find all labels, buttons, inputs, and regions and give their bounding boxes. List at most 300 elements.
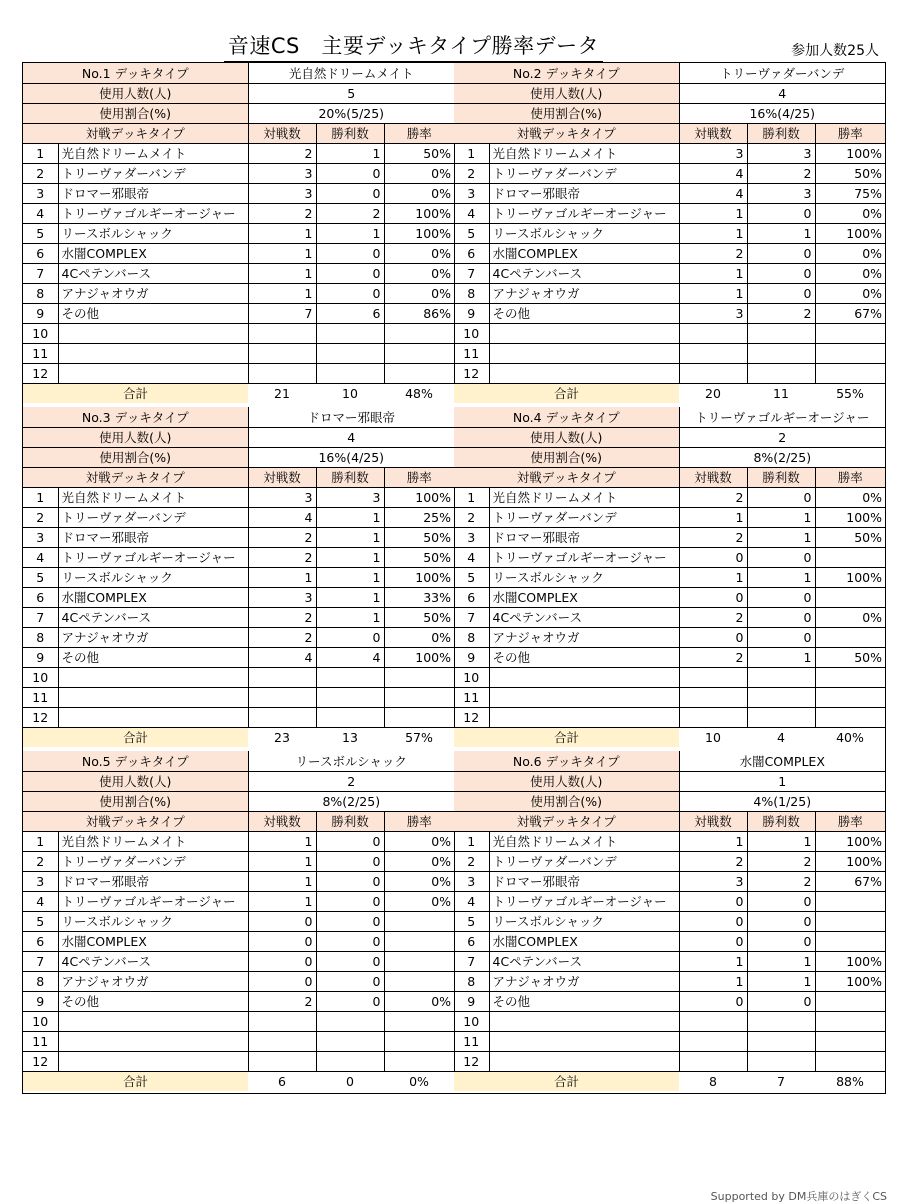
match-count xyxy=(248,323,316,343)
win-rate: 100% xyxy=(384,647,454,667)
win-rate: 0% xyxy=(815,263,885,283)
row-number: 10 xyxy=(454,667,489,687)
total-wins: 0 xyxy=(316,1071,384,1091)
match-count: 0 xyxy=(248,931,316,951)
win-count: 0 xyxy=(316,871,384,891)
match-count: 0 xyxy=(679,931,747,951)
deck-table xyxy=(454,63,885,403)
table-row xyxy=(454,363,885,383)
table-row xyxy=(454,831,885,851)
win-rate xyxy=(815,363,885,383)
total-matches: 8 xyxy=(679,1071,747,1091)
win-rate: 50% xyxy=(815,647,885,667)
table-row xyxy=(23,687,454,707)
match-count xyxy=(679,707,747,727)
match-count: 2 xyxy=(248,607,316,627)
opponent-deck xyxy=(489,1011,679,1031)
row-number: 4 xyxy=(454,891,489,911)
table-row xyxy=(454,587,885,607)
win-rate xyxy=(815,891,885,911)
deck-block xyxy=(454,407,885,747)
match-count xyxy=(248,1031,316,1051)
column-header-winrate: 勝率 xyxy=(384,123,454,143)
win-count: 0 xyxy=(316,951,384,971)
table-row xyxy=(23,607,454,627)
row-number: 12 xyxy=(454,1051,489,1071)
win-rate: 50% xyxy=(384,143,454,163)
win-count xyxy=(747,687,815,707)
opponent-deck: 4Cペテンバース xyxy=(489,951,679,971)
row-number: 11 xyxy=(454,687,489,707)
win-count: 1 xyxy=(747,527,815,547)
match-count: 1 xyxy=(248,283,316,303)
opponent-deck xyxy=(489,1031,679,1051)
win-count: 0 xyxy=(316,163,384,183)
win-rate xyxy=(384,1031,454,1051)
win-rate xyxy=(384,707,454,727)
opponent-deck xyxy=(489,323,679,343)
match-count: 0 xyxy=(679,911,747,931)
row-number: 6 xyxy=(454,243,489,263)
win-rate: 100% xyxy=(815,851,885,871)
match-count: 1 xyxy=(248,243,316,263)
usage-count-label: 使用人数(人) xyxy=(454,83,679,103)
opponent-deck: トリーヴァダーバンデ xyxy=(58,507,248,527)
row-number: 3 xyxy=(454,183,489,203)
column-header-matches: 対戦数 xyxy=(248,123,316,143)
opponent-deck: トリーヴァダーバンデ xyxy=(58,851,248,871)
participant-count: 参加人数25人 xyxy=(791,43,879,59)
total-row xyxy=(454,1071,885,1091)
match-count: 2 xyxy=(248,627,316,647)
opponent-deck: ドロマー邪眼帝 xyxy=(489,183,679,203)
win-count xyxy=(747,1011,815,1031)
win-count xyxy=(316,343,384,363)
table-row xyxy=(454,647,885,667)
table-row xyxy=(23,1011,454,1031)
row-number: 5 xyxy=(23,567,58,587)
table-row xyxy=(23,891,454,911)
win-rate: 100% xyxy=(815,507,885,527)
total-label: 合計 xyxy=(454,727,679,747)
row-number: 8 xyxy=(23,627,58,647)
win-count: 1 xyxy=(747,567,815,587)
table-row xyxy=(23,323,454,343)
table-row xyxy=(23,931,454,951)
win-rate xyxy=(384,363,454,383)
win-rate: 50% xyxy=(815,527,885,547)
row-number: 1 xyxy=(454,831,489,851)
row-number: 3 xyxy=(23,183,58,203)
table-row xyxy=(23,163,454,183)
row-number: 1 xyxy=(23,831,58,851)
table-row xyxy=(454,971,885,991)
win-rate xyxy=(815,1031,885,1051)
win-count: 1 xyxy=(747,223,815,243)
row-number: 7 xyxy=(454,263,489,283)
row-number: 12 xyxy=(23,1051,58,1071)
table-row xyxy=(454,203,885,223)
win-count: 0 xyxy=(747,627,815,647)
opponent-deck xyxy=(489,687,679,707)
usage-ratio-value: 8%(2/25) xyxy=(679,447,885,467)
total-row xyxy=(23,727,454,747)
total-label: 合計 xyxy=(454,1071,679,1091)
win-count: 0 xyxy=(747,203,815,223)
table-row xyxy=(23,547,454,567)
win-count: 0 xyxy=(747,587,815,607)
win-rate xyxy=(815,587,885,607)
match-count: 1 xyxy=(248,567,316,587)
row-number: 9 xyxy=(454,303,489,323)
match-count: 3 xyxy=(679,143,747,163)
column-header-opponent: 対戦デッキタイプ xyxy=(454,811,679,831)
opponent-deck: リースボルシャック xyxy=(58,567,248,587)
win-count xyxy=(316,707,384,727)
column-header-matches: 対戦数 xyxy=(248,811,316,831)
table-row xyxy=(23,343,454,363)
table-row xyxy=(23,991,454,1011)
match-count xyxy=(679,1031,747,1051)
deck-number-label: No.3 デッキタイプ xyxy=(23,407,248,427)
opponent-deck xyxy=(489,343,679,363)
match-count: 3 xyxy=(679,303,747,323)
table-row xyxy=(454,931,885,951)
win-rate: 0% xyxy=(384,627,454,647)
opponent-deck: 水闇COMPLEX xyxy=(489,243,679,263)
column-header-winrate: 勝率 xyxy=(815,123,885,143)
deck-table xyxy=(454,407,885,747)
win-rate: 100% xyxy=(384,567,454,587)
win-rate xyxy=(384,1051,454,1071)
total-label: 合計 xyxy=(23,383,248,403)
row-number: 11 xyxy=(454,343,489,363)
table-row xyxy=(454,243,885,263)
win-count xyxy=(316,1011,384,1031)
win-count: 1 xyxy=(747,971,815,991)
deck-name: リースボルシャック xyxy=(248,751,454,771)
opponent-deck: ドロマー邪眼帝 xyxy=(489,527,679,547)
match-count xyxy=(248,707,316,727)
match-count xyxy=(679,1011,747,1031)
opponent-deck: アナジャオウガ xyxy=(489,627,679,647)
usage-count-value: 2 xyxy=(248,771,454,791)
row-number: 8 xyxy=(23,971,58,991)
win-count: 2 xyxy=(316,203,384,223)
usage-count-value: 1 xyxy=(679,771,885,791)
row-number: 9 xyxy=(23,647,58,667)
row-number: 7 xyxy=(454,951,489,971)
match-count: 4 xyxy=(679,163,747,183)
win-count: 0 xyxy=(316,891,384,911)
match-count: 0 xyxy=(679,547,747,567)
opponent-deck: その他 xyxy=(58,991,248,1011)
table-row xyxy=(23,1031,454,1051)
row-number: 2 xyxy=(454,851,489,871)
win-count: 0 xyxy=(747,891,815,911)
row-number: 11 xyxy=(23,687,58,707)
win-rate xyxy=(384,667,454,687)
column-header-winrate: 勝率 xyxy=(384,811,454,831)
win-count: 3 xyxy=(747,143,815,163)
deck-block xyxy=(454,751,885,1091)
opponent-deck xyxy=(58,323,248,343)
match-count xyxy=(679,687,747,707)
table-row xyxy=(454,607,885,627)
win-rate: 0% xyxy=(384,243,454,263)
opponent-deck: ドロマー邪眼帝 xyxy=(489,871,679,891)
row-number: 6 xyxy=(454,931,489,951)
opponent-deck: 4Cペテンバース xyxy=(489,263,679,283)
opponent-deck xyxy=(58,363,248,383)
opponent-deck: ドロマー邪眼帝 xyxy=(58,871,248,891)
row-number: 4 xyxy=(454,203,489,223)
total-label: 合計 xyxy=(23,727,248,747)
deck-name: 光自然ドリームメイト xyxy=(248,63,454,83)
table-row xyxy=(23,527,454,547)
win-rate xyxy=(384,687,454,707)
deck-name: 水闇COMPLEX xyxy=(679,751,885,771)
win-rate xyxy=(815,707,885,727)
opponent-deck: その他 xyxy=(58,647,248,667)
match-count: 2 xyxy=(679,243,747,263)
win-count: 2 xyxy=(747,851,815,871)
match-count: 0 xyxy=(679,627,747,647)
row-number: 1 xyxy=(23,487,58,507)
win-rate: 0% xyxy=(384,283,454,303)
table-row xyxy=(454,991,885,1011)
win-rate: 0% xyxy=(384,163,454,183)
opponent-deck: リースボルシャック xyxy=(58,223,248,243)
row-number: 8 xyxy=(454,627,489,647)
footer-credit: Supported by DM兵庫のはぎくCS xyxy=(710,1190,887,1203)
opponent-deck: トリーヴァゴルギーオージャー xyxy=(58,203,248,223)
win-rate xyxy=(815,547,885,567)
opponent-deck xyxy=(489,707,679,727)
win-rate xyxy=(384,343,454,363)
match-count xyxy=(248,363,316,383)
win-rate: 100% xyxy=(815,971,885,991)
table-row xyxy=(454,851,885,871)
table-row xyxy=(23,627,454,647)
opponent-deck: ドロマー邪眼帝 xyxy=(58,183,248,203)
opponent-deck: 光自然ドリームメイト xyxy=(489,143,679,163)
table-row xyxy=(454,507,885,527)
match-count xyxy=(679,343,747,363)
column-header-winrate: 勝率 xyxy=(384,467,454,487)
table-row xyxy=(454,163,885,183)
win-count: 0 xyxy=(316,831,384,851)
win-rate xyxy=(815,667,885,687)
row-number: 4 xyxy=(23,203,58,223)
table-row xyxy=(454,891,885,911)
win-count: 0 xyxy=(747,283,815,303)
win-count: 0 xyxy=(316,991,384,1011)
opponent-deck xyxy=(58,667,248,687)
win-rate xyxy=(384,931,454,951)
match-count: 0 xyxy=(679,891,747,911)
opponent-deck: トリーヴァダーバンデ xyxy=(58,163,248,183)
deck-table xyxy=(23,407,454,747)
opponent-deck: 水闇COMPLEX xyxy=(58,931,248,951)
page-title: 音速CS 主要デッキタイプ勝率データ xyxy=(0,30,907,62)
win-count: 0 xyxy=(316,851,384,871)
row-number: 3 xyxy=(454,871,489,891)
opponent-deck xyxy=(58,1051,248,1071)
win-rate xyxy=(815,931,885,951)
usage-ratio-label: 使用割合(%) xyxy=(454,103,679,123)
row-number: 1 xyxy=(23,143,58,163)
opponent-deck: 水闇COMPLEX xyxy=(58,243,248,263)
opponent-deck: リースボルシャック xyxy=(489,911,679,931)
deck-winrate-grid xyxy=(22,62,886,1094)
table-row xyxy=(454,223,885,243)
table-row xyxy=(23,851,454,871)
row-number: 6 xyxy=(23,587,58,607)
row-number: 8 xyxy=(454,971,489,991)
row-number: 2 xyxy=(454,163,489,183)
match-count: 1 xyxy=(679,263,747,283)
table-row xyxy=(454,183,885,203)
usage-count-label: 使用人数(人) xyxy=(23,771,248,791)
win-rate: 0% xyxy=(384,891,454,911)
total-row xyxy=(23,383,454,403)
win-count: 1 xyxy=(747,831,815,851)
deck-number-label: No.1 デッキタイプ xyxy=(23,63,248,83)
win-rate: 100% xyxy=(815,567,885,587)
column-header-wins: 勝利数 xyxy=(316,467,384,487)
win-count xyxy=(747,323,815,343)
match-count: 3 xyxy=(248,163,316,183)
table-row xyxy=(454,527,885,547)
match-count: 2 xyxy=(679,527,747,547)
match-count: 1 xyxy=(679,951,747,971)
match-count: 1 xyxy=(679,971,747,991)
match-count xyxy=(248,687,316,707)
table-row xyxy=(454,323,885,343)
match-count: 2 xyxy=(679,607,747,627)
match-count: 1 xyxy=(679,283,747,303)
win-count: 3 xyxy=(747,183,815,203)
row-number: 10 xyxy=(454,323,489,343)
row-number: 9 xyxy=(454,647,489,667)
table-row xyxy=(23,303,454,323)
row-number: 3 xyxy=(23,871,58,891)
total-winrate: 88% xyxy=(815,1071,885,1091)
match-count: 0 xyxy=(248,951,316,971)
table-row xyxy=(454,263,885,283)
total-matches: 20 xyxy=(679,383,747,403)
match-count: 3 xyxy=(248,487,316,507)
win-count: 1 xyxy=(316,143,384,163)
usage-ratio-value: 8%(2/25) xyxy=(248,791,454,811)
column-header-opponent: 対戦デッキタイプ xyxy=(23,811,248,831)
opponent-deck: トリーヴァゴルギーオージャー xyxy=(489,203,679,223)
match-count: 2 xyxy=(248,527,316,547)
column-header-winrate: 勝率 xyxy=(815,811,885,831)
win-count: 4 xyxy=(316,647,384,667)
row-number: 2 xyxy=(454,507,489,527)
win-count: 1 xyxy=(316,507,384,527)
match-count xyxy=(679,363,747,383)
deck-number-label: No.6 デッキタイプ xyxy=(454,751,679,771)
opponent-deck: リースボルシャック xyxy=(489,567,679,587)
table-row xyxy=(23,243,454,263)
row-number: 6 xyxy=(23,243,58,263)
match-count: 4 xyxy=(248,647,316,667)
match-count: 2 xyxy=(248,203,316,223)
opponent-deck: 4Cペテンバース xyxy=(58,951,248,971)
row-number: 1 xyxy=(454,487,489,507)
opponent-deck: 水闇COMPLEX xyxy=(489,931,679,951)
table-row xyxy=(454,667,885,687)
total-matches: 10 xyxy=(679,727,747,747)
total-row xyxy=(23,1071,454,1091)
deck-name: トリーヴァダーバンデ xyxy=(679,63,885,83)
match-count xyxy=(679,667,747,687)
table-row xyxy=(23,971,454,991)
row-number: 1 xyxy=(454,143,489,163)
win-rate xyxy=(815,1051,885,1071)
win-rate: 50% xyxy=(384,547,454,567)
opponent-deck xyxy=(489,667,679,687)
table-row xyxy=(23,667,454,687)
usage-ratio-value: 20%(5/25) xyxy=(248,103,454,123)
usage-count-value: 5 xyxy=(248,83,454,103)
opponent-deck: 光自然ドリームメイト xyxy=(58,487,248,507)
win-count: 0 xyxy=(316,283,384,303)
win-count: 1 xyxy=(316,607,384,627)
row-number: 5 xyxy=(454,223,489,243)
win-rate: 100% xyxy=(384,487,454,507)
win-rate: 100% xyxy=(815,223,885,243)
win-count: 1 xyxy=(747,647,815,667)
usage-ratio-label: 使用割合(%) xyxy=(454,791,679,811)
opponent-deck xyxy=(58,1031,248,1051)
opponent-deck: トリーヴァゴルギーオージャー xyxy=(58,547,248,567)
opponent-deck: トリーヴァダーバンデ xyxy=(489,163,679,183)
opponent-deck: その他 xyxy=(58,303,248,323)
opponent-deck: リースボルシャック xyxy=(489,223,679,243)
win-count: 2 xyxy=(747,163,815,183)
win-count xyxy=(747,1051,815,1071)
win-count: 1 xyxy=(316,587,384,607)
deck-block xyxy=(23,751,455,1091)
row-number: 4 xyxy=(454,547,489,567)
win-rate: 50% xyxy=(384,527,454,547)
usage-count-label: 使用人数(人) xyxy=(454,427,679,447)
match-count: 7 xyxy=(248,303,316,323)
win-count: 1 xyxy=(316,547,384,567)
match-count xyxy=(679,1051,747,1071)
opponent-deck: トリーヴァゴルギーオージャー xyxy=(58,891,248,911)
win-rate xyxy=(384,323,454,343)
opponent-deck xyxy=(58,707,248,727)
win-count: 1 xyxy=(747,951,815,971)
win-count: 0 xyxy=(747,243,815,263)
match-count: 2 xyxy=(248,547,316,567)
opponent-deck: 光自然ドリームメイト xyxy=(58,831,248,851)
total-winrate: 40% xyxy=(815,727,885,747)
win-count xyxy=(316,1031,384,1051)
table-row xyxy=(454,143,885,163)
deck-block xyxy=(454,63,885,403)
column-header-opponent: 対戦デッキタイプ xyxy=(454,467,679,487)
deck-number-label: No.4 デッキタイプ xyxy=(454,407,679,427)
row-number: 6 xyxy=(454,587,489,607)
win-count xyxy=(747,363,815,383)
win-count: 0 xyxy=(316,627,384,647)
